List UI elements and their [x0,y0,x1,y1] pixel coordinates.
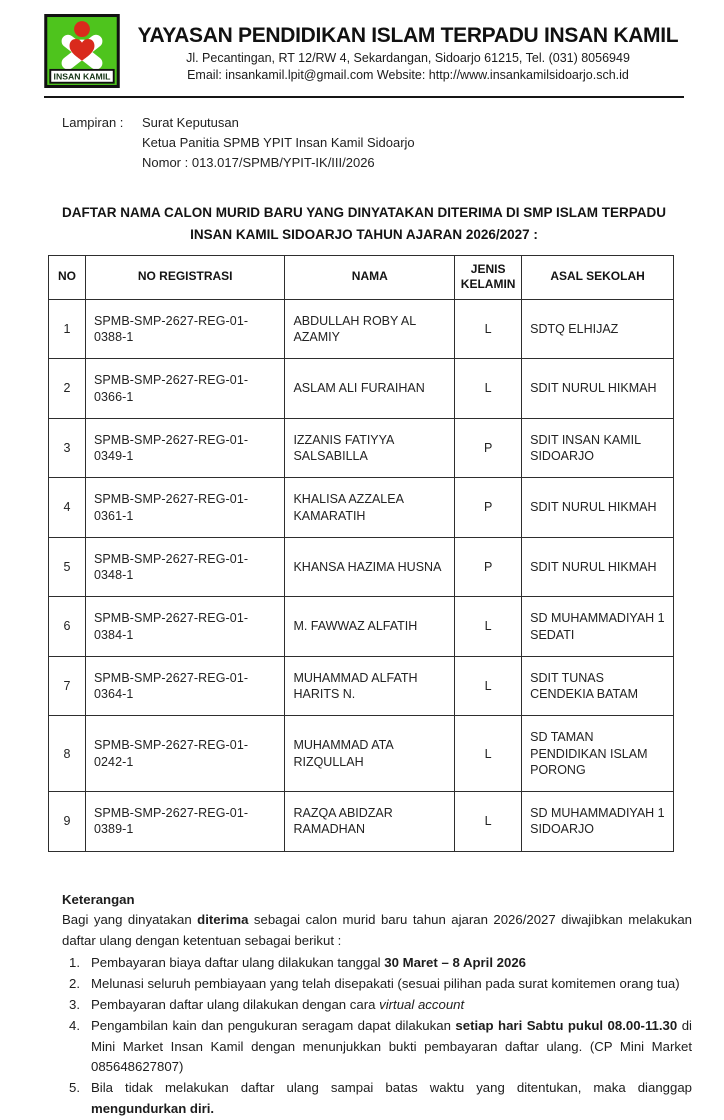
row-number-cell: 9 [49,792,86,852]
registration-cell: SPMB-SMP-2627-REG-01-0366-1 [85,359,285,419]
attachment-line-3: Nomor : 013.017/SPMB/YPIT-IK/III/2026 [142,155,375,171]
row-number-cell: 3 [49,418,86,478]
note-text [91,995,692,1016]
text-run: sebagai calon murid baru tahun ajaran 2026/2027 diwajibkan melakukan daftar ulang dengan ketentuan sebagai berikut : [62,912,692,949]
name-cell: KHALISA AZZALEA KAMARATIH [285,478,455,538]
text-run: diterima [197,912,249,928]
text-run: Bagi yang dinyatakan [62,912,198,928]
school-cell: SD MUHAMMADIYAH 1 SIDOARJO [522,792,674,852]
gender-cell: L [455,597,522,657]
note-text [91,1078,692,1120]
row-number-cell: 6 [49,597,86,657]
column-header-name: NAMA [285,255,455,299]
note-number: 2. [69,975,80,991]
school-logo [44,14,120,88]
registration-cell: SPMB-SMP-2627-REG-01-0242-1 [85,716,285,792]
name-cell: IZZANIS FATIYYA SALSABILLA [285,418,455,478]
column-header-registration: NO REGISTRASI [85,255,285,299]
text-run: Pembayaran biaya daftar ulang dilakukan tanggal [91,955,385,971]
gender-cell: P [455,478,522,538]
letterhead-text [132,14,684,82]
organization-name: YAYASAN PENDIDIKAN ISLAM TERPADU INSAN KAMIL [137,24,679,47]
text-run: Pengambilan kain dan pengukuran seragam dapat dilakukan [91,1017,456,1033]
organization-contact: Email: insankamil.lpit@gmail.com Website: http://www.insankamilsidoarjo.sch.id [187,68,629,82]
attachment-lines [142,113,415,173]
note-item-3 [62,995,692,1016]
registration-cell: SPMB-SMP-2627-REG-01-0388-1 [85,299,285,359]
name-cell: M. FAWWAZ ALFATIH [285,597,455,657]
column-header-gender: JENIS KELAMIN [455,255,522,299]
name-cell: RAZQA ABIDZAR RAMADHAN [285,792,455,852]
text-run: 30 Maret – 8 April 2026 [384,955,526,971]
row-number-cell: 2 [49,359,86,419]
school-cell: SD TAMAN PENDIDIKAN ISLAM PORONG [522,716,674,792]
accepted-students-table [48,255,674,852]
student-row [49,716,674,792]
note-item-1 [62,953,692,974]
text-run: mengundurkan diri. [91,1101,215,1117]
attachment-reference [62,113,684,173]
student-row [49,792,674,852]
note-item-4 [62,1016,692,1079]
student-row [49,597,674,657]
registration-cell: SPMB-SMP-2627-REG-01-0384-1 [85,597,285,657]
student-row [49,418,674,478]
attachment-label: Lampiran : [62,115,124,130]
name-cell: MUHAMMAD ATA RIZQULLAH [285,716,455,792]
table-header-row [49,255,674,299]
column-header-school: ASAL SEKOLAH [522,255,674,299]
attachment-line-2: Ketua Panitia SPMB YPIT Insan Kamil Sidoarjo [142,135,415,151]
school-cell: SDIT INSAN KAMIL SIDOARJO [522,418,674,478]
text-run: virtual account [379,996,465,1012]
note-item-2 [62,974,692,995]
note-text [91,1016,692,1079]
row-number-cell: 1 [49,299,86,359]
students-table-body [49,299,674,851]
registration-cell: SPMB-SMP-2627-REG-01-0361-1 [85,478,285,538]
name-cell: ASLAM ALI FURAIHAN [285,359,455,419]
registration-cell: SPMB-SMP-2627-REG-01-0348-1 [85,537,285,597]
note-item-5 [62,1078,692,1120]
row-number-cell: 4 [49,478,86,538]
letterhead [44,14,684,88]
gender-cell: L [455,716,522,792]
notes-intro [62,910,692,952]
name-cell: ABDULLAH ROBY AL AZAMIY [285,299,455,359]
student-row [49,299,674,359]
gender-cell: L [455,656,522,716]
document-title: DAFTAR NAMA CALON MURID BARU YANG DINYATAKAN DITERIMA DI SMP ISLAM TERPADU INSAN KAMIL SIDOARJO TAHUN AJARAN 2026/2027 : [62,205,666,243]
text-run: Bila tidak melakukan daftar ulang sampai batas waktu yang ditentukan, maka dianggap [91,1080,692,1096]
column-header-no: NO [49,255,86,299]
registration-cell: SPMB-SMP-2627-REG-01-0364-1 [85,656,285,716]
registration-cell: SPMB-SMP-2627-REG-01-0349-1 [85,418,285,478]
school-cell: SD MUHAMMADIYAH 1 SEDATI [522,597,674,657]
gender-cell: L [455,359,522,419]
gender-cell: L [455,299,522,359]
row-number-cell: 8 [49,716,86,792]
organization-address: Jl. Pecantingan, RT 12/RW 4, Sekardangan, Sidoarjo 61215, Tel. (031) 8056949 [186,51,630,65]
registration-cell: SPMB-SMP-2627-REG-01-0389-1 [85,792,285,852]
name-cell: KHANSA HAZIMA HUSNA [285,537,455,597]
note-text [91,953,692,974]
notes-heading: Keterangan [62,891,135,907]
note-number: 4. [69,1017,80,1033]
gender-cell: P [455,537,522,597]
student-row [49,537,674,597]
school-cell: SDIT TUNAS CENDEKIA BATAM [522,656,674,716]
gender-cell: L [455,792,522,852]
row-number-cell: 5 [49,537,86,597]
insan-kamil-logo-icon [44,14,120,88]
note-number: 1. [69,955,80,971]
gender-cell: P [455,418,522,478]
school-cell: SDTQ ELHIJAZ [522,299,674,359]
school-cell: SDIT NURUL HIKMAH [522,359,674,419]
logo-caption: INSAN KAMIL [53,71,111,82]
attachment-line-1: Surat Keputusan [142,115,239,130]
notes-section [62,890,692,1120]
notes-list [62,953,692,1120]
student-row [49,359,674,419]
text-run: di Mini Market Insan Kamil dengan menunjukkan bukti pembayaran daftar ulang. (CP Mini Market 085648627807) [91,1017,692,1075]
row-number-cell: 7 [49,656,86,716]
note-number: 3. [69,996,80,1012]
school-cell: SDIT NURUL HIKMAH [522,478,674,538]
text-run: Pembayaran daftar ulang dilakukan dengan cara [91,996,380,1012]
letterhead-divider [44,96,684,98]
student-row [49,478,674,538]
student-row [49,656,674,716]
note-number: 5. [69,1080,80,1096]
note-text [91,974,692,995]
school-cell: SDIT NURUL HIKMAH [522,537,674,597]
text-run: Melunasi seluruh pembiayaan yang telah disepakati (sesuai pilihan pada surat komitemen orang tua) [91,975,680,991]
name-cell: MUHAMMAD ALFATH HARITS N. [285,656,455,716]
text-run: setiap hari Sabtu pukul 08.00-11.30 [455,1017,678,1033]
